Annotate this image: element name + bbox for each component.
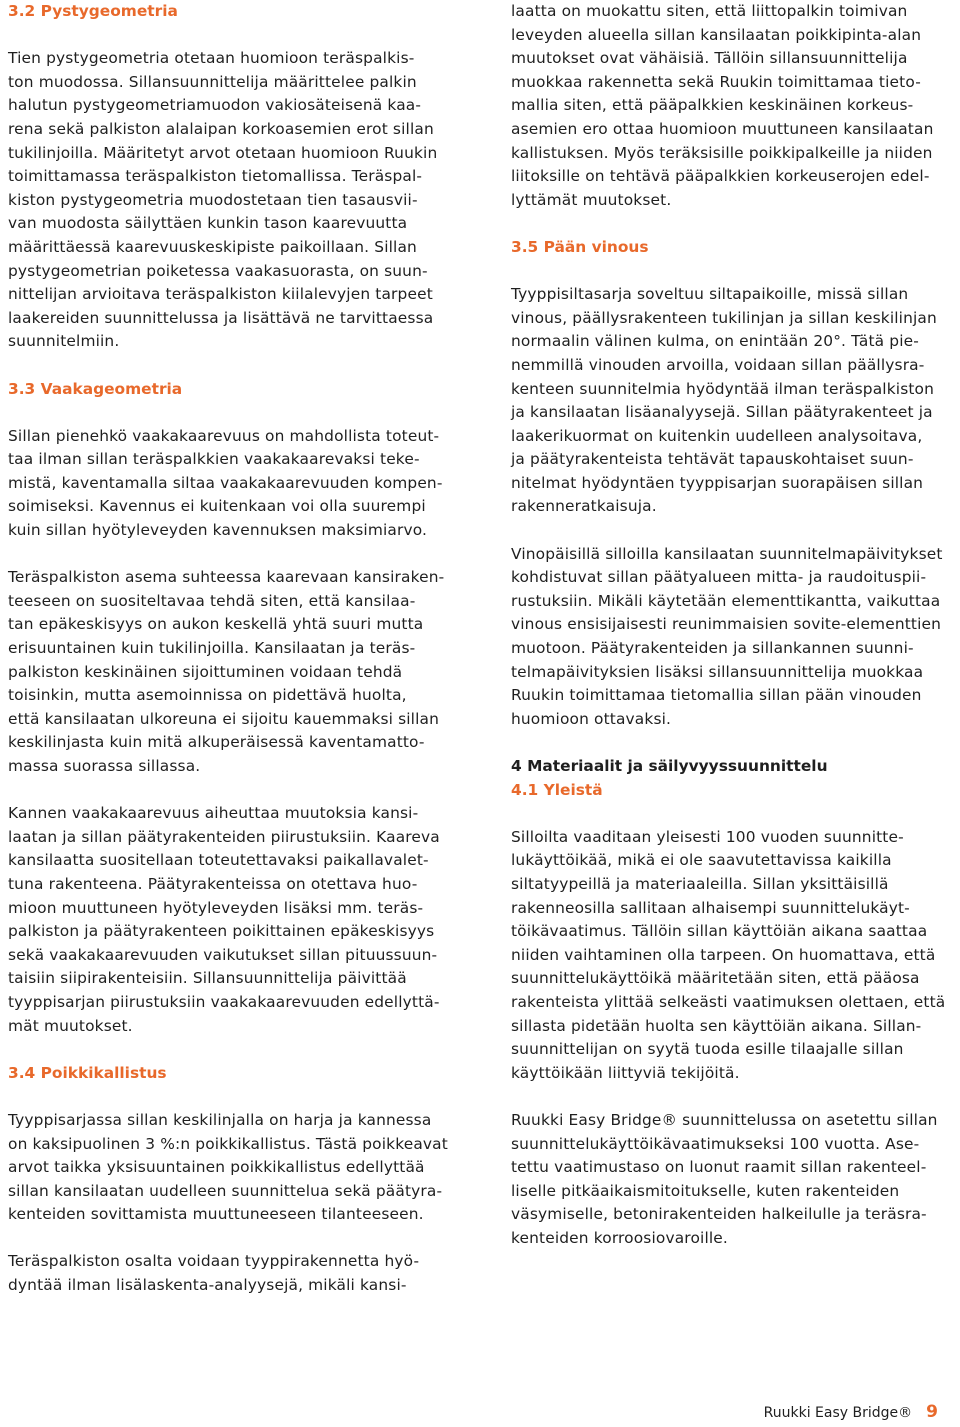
text-line: lukäyttöikää, mikä ei ole saavutettavissa kaikilla [511, 851, 892, 870]
text-line: toimittamassa teräspalkiston tietomallissa. Teräspal- [8, 167, 423, 186]
text-line: kuin sillan hyötyleveyden kavennuksen maksimiarvo. [8, 521, 428, 540]
text-line: Ruukki Easy Bridge® suunnittelussa on asetettu sillan [511, 1110, 938, 1129]
paragraph [511, 826, 957, 1086]
text-line: Tyyppisarjassa sillan keskilinjalla on harja ja kannessa [8, 1110, 432, 1129]
spacer [511, 802, 957, 826]
text-line: lyttämät muutokset. [511, 190, 672, 209]
heading-text: 3.3 Vaakageometria [8, 379, 183, 398]
heading-text: 3.5 Pään vinous [511, 237, 649, 256]
text-line: rustuksiin. Mikäli käytetään elementtikantta, vaikuttaa [511, 591, 941, 610]
paragraph [511, 1109, 957, 1251]
heading-text: 3.2 Pystygeometria [8, 2, 178, 20]
text-line: mallia siten, että pääpalkkien keskinäinen korkeus- [511, 96, 914, 115]
text-line: pystygeometrian poiketessa vaakasuorasta, on suun- [8, 261, 428, 280]
text-line: mät muutokset. [8, 1016, 133, 1035]
text-line: Ruukin toimittamaa tietomallia sillan pään vinouden [511, 686, 922, 705]
text-line: suunnittelukäyttöikä määritetään siten, että pääosa [511, 969, 920, 988]
page-footer [764, 1402, 938, 1423]
text-line: kenteiden sovittamista muuttuneeseen tilanteeseen. [8, 1205, 424, 1224]
text-line: van muodosta säilyttäen kunkin tason kaarevuutta [8, 214, 408, 233]
paragraph [511, 0, 957, 212]
text-line: soimiseksi. Kavennus ei kuitenkaan voi olla suurempi [8, 497, 426, 516]
text-line: Vinopäisillä silloilla kansilaatan suunnitelmapäivitykset [511, 544, 943, 563]
spacer [511, 1085, 957, 1109]
text-line: Teräspalkiston osalta voidaan tyyppirakennetta hyö- [8, 1252, 420, 1271]
text-line: massa suorassa sillassa. [8, 757, 201, 775]
text-line: kiston pystygeometria muodostetaan tien tasausvii- [8, 190, 418, 209]
paragraph [8, 1250, 460, 1297]
text-line: rena sekä palkiston alalaipan korkoasemien erot sillan [8, 119, 434, 138]
text-line: dyntää ilman lisälaskenta-analyysejä, mikäli kansi- [8, 1276, 407, 1295]
text-line: kenteiden korroosiovaroille. [511, 1228, 728, 1247]
text-line: on kaksipuolinen 3 %:n poikkikallistus. Tästä poikkeavat [8, 1134, 448, 1153]
text-line: mistä, kaventamalla siltaa vaakakaarevuuden kompen- [8, 473, 443, 492]
section-heading [511, 779, 957, 803]
section-heading [511, 755, 957, 779]
heading-text: 4 Materiaalit ja säilyvyyssuunnittelu [511, 757, 828, 775]
text-line: suunnittelijan on syytä tuoda esille tilaajalle sillan [511, 1040, 904, 1059]
text-line: Tyyppisiltasarja soveltuu siltapaikoille, missä sillan [511, 285, 909, 304]
text-line: laakerikuormat on kuitenkin uudelleen analysoitava, [511, 426, 923, 445]
text-line: erisuuntainen kuin tukilinjoilla. Kansilaatan ja teräs- [8, 639, 416, 658]
text-line: huomioon ottavaksi. [511, 709, 672, 728]
text-line: laatan ja sillan päätyrakenteiden piirustuksiin. Kaareva [8, 827, 440, 846]
text-line: kansilaatta suositellaan toteutettavaksi paikallavalet- [8, 851, 429, 870]
text-line: vinous, päällysrakenteen tukilinjan ja sillan keskilinjan [511, 308, 937, 327]
text-line: ja päätyrakenteista tehtävät tapauskohtaiset suun- [511, 450, 914, 469]
text-line: rakenneratkaisuja. [511, 497, 657, 516]
spacer [8, 779, 460, 803]
text-line: suunnitelmiin. [8, 332, 120, 351]
section-heading [8, 1062, 460, 1086]
text-line: laakereiden suunnittelussa ja lisättävä ne tarvittaessa [8, 308, 434, 327]
text-line: nemmillä vinouden arvoilla, voidaan sillan päällysra- [511, 355, 925, 374]
text-line: tuna rakenteena. Päätyrakenteissa on otettava huo- [8, 874, 418, 893]
text-line: muutokset ovat vähäisiä. Tällöin sillansuunnittelija [511, 49, 908, 68]
text-line: suunnittelukäyttöikävaatimukseksi 100 vuotta. Ase- [511, 1134, 920, 1153]
text-line: toisinkin, mutta asemoinnissa on pidettävä huolta, [8, 686, 407, 705]
text-line: tyyppisarjan piirustuksiin vaakakaarevuuden edellyttä- [8, 992, 440, 1011]
section-heading [8, 378, 460, 402]
text-line: Sillan pienehkö vaakakaarevuus on mahdollista toteut- [8, 426, 440, 445]
text-line: sillan kansilaatan uudelleen suunnittelua sekä päätyra- [8, 1181, 443, 1200]
text-line: kallistuksen. Myös teräksisille poikkipalkeille ja niiden [511, 143, 933, 162]
spacer [8, 543, 460, 567]
text-line: halutun pystygeometriamuodon vakiosäteisenä kaa- [8, 96, 422, 115]
left-column [8, 0, 460, 1298]
text-line: määrittäessä kaarevuuskeskipiste paikoillaan. Sillan [8, 237, 417, 256]
text-line: palkiston keskinäinen sijoittuminen voidaan tehdä [8, 662, 403, 681]
text-line: kohdistuvat sillan päätyalueen mitta- ja raudoituspii- [511, 568, 927, 587]
text-line: liselle pitkäaikaismitoitukselle, kuten rakenteiden [511, 1181, 900, 1200]
spacer [8, 401, 460, 425]
text-line: tukilinjoilla. Määritetyt arvot otetaan huomioon Ruukin [8, 143, 438, 162]
paragraph [511, 283, 957, 519]
footer-product-name: Ruukki Easy Bridge® [763, 1405, 913, 1421]
text-line: Teräspalkiston asema suhteessa kaarevaan kansiraken- [8, 568, 445, 587]
spacer [511, 260, 957, 284]
text-line: Kannen vaakakaarevuus aiheuttaa muutoksia kansi- [8, 804, 419, 823]
text-line: väsymiselle, betonirakenteiden halkeilulle ja teräsra- [511, 1205, 927, 1224]
paragraph [8, 47, 460, 354]
spacer [8, 354, 460, 378]
text-line: töikävaatimus. Tällöin sillan käyttöiän aikana saattaa [511, 922, 928, 941]
right-column [511, 0, 957, 1250]
text-line: laatta on muokattu siten, että liittopalkin toimivan [511, 2, 908, 20]
spacer [8, 1227, 460, 1251]
text-line: siltatyypeillä ja materiaaleilla. Sillan yksittäisillä [511, 874, 889, 893]
text-line: tan epäkeskisyys on aukon keskellä yhtä suuri mutta [8, 615, 424, 634]
spacer [8, 24, 460, 48]
text-line: Tien pystygeometria otetaan huomioon teräspalkis- [8, 49, 415, 68]
text-line: palkiston ja päätyrakenteen poikittainen epäkeskisyys [8, 922, 435, 941]
spacer [511, 212, 957, 236]
text-line: että kansilaatan ulkoreuna ei sijoitu kauemmaksi sillan [8, 709, 440, 728]
text-line: käyttöikään liittyviä tekijöitä. [511, 1063, 740, 1082]
text-line: nittelijan arvioitava teräspalkiston kiilalevyjen tarpeet [8, 285, 433, 304]
paragraph [8, 566, 460, 778]
page-number: 9 [926, 1402, 938, 1422]
spacer [8, 1038, 460, 1062]
text-line: tettu vaatimustaso on luonut raamit sillan rakenteel- [511, 1158, 927, 1177]
heading-text: 4.1 Yleistä [511, 780, 603, 799]
text-line: keskilinjasta kuin mitä alkuperäisessä kaventamatto- [8, 733, 425, 752]
text-line: asemien ero ottaa huomioon muuttuneen kansilaatan [511, 119, 934, 138]
section-heading [8, 0, 460, 24]
text-line: kenteen suunnitelmia hyödyntää ilman teräspalkiston [511, 379, 935, 398]
text-line: sillasta pidetään huolta sen käyttöiän aikana. Sillan- [511, 1016, 922, 1035]
text-line: teeseen on suositeltavaa tehdä siten, että kansilaa- [8, 591, 416, 610]
text-line: rakenneosilla sallitaan alhaisempi suunnittelukäyt- [511, 898, 910, 917]
text-line: liitoksille on tehtävä pääpalkkien korkeuserojen edel- [511, 167, 930, 186]
paragraph [8, 802, 460, 1038]
spacer [511, 519, 957, 543]
text-line: normaalin välinen kulma, on enintään 20°. Tätä pie- [511, 332, 919, 351]
paragraph [8, 425, 460, 543]
text-line: telmapäivityksien lisäksi sillansuunnittelija muokkaa [511, 662, 924, 681]
text-line: rakenteista ylittää selkeästi vaatimuksen olettaen, että [511, 992, 946, 1011]
paragraph [8, 1109, 460, 1227]
text-line: ton muodossa. Sillansuunnittelija määrittelee palkin [8, 72, 417, 91]
text-line: muokkaa rakennetta sekä Ruukin toimittamaa tieto- [511, 72, 921, 91]
text-line: arvot taikka yksisuuntainen poikkikallistus edellyttää [8, 1158, 425, 1177]
spacer [8, 1085, 460, 1109]
text-line: niiden vaihtaminen olla tarpeen. On huomattava, että [511, 945, 936, 964]
text-line: leveyden alueella sillan kansilaatan poikkipinta-alan [511, 25, 922, 44]
text-line: Silloilta vaaditaan yleisesti 100 vuoden suunnitte- [511, 827, 904, 846]
text-line: taa ilman sillan teräspalkkien vaakakaarevaksi teke- [8, 450, 420, 469]
text-line: vinous ensisijaisesti reunimmaisien sovite-elementtien [511, 615, 942, 634]
text-line: taisiin siipirakenteisiin. Sillansuunnittelija päivittää [8, 969, 407, 988]
heading-text: 3.4 Poikkikallistus [8, 1063, 167, 1082]
paragraph [511, 543, 957, 732]
spacer [511, 731, 957, 755]
text-line: nitelmat hyödyntäen tyyppisarjan suorapäisen sillan [511, 473, 924, 492]
text-line: ja kansilaatan lisäanalyysejä. Sillan päätyrakenteet ja [511, 403, 933, 422]
text-line: mioon muuttuneen hyötyleveyden lisäksi mm. teräs- [8, 898, 424, 917]
text-line: sekä vaakakaarevuuden vaikutukset sillan pituussuun- [8, 945, 438, 964]
text-line: muotoon. Päätyrakenteiden ja sillankannen suunni- [511, 639, 914, 658]
section-heading [511, 236, 957, 260]
